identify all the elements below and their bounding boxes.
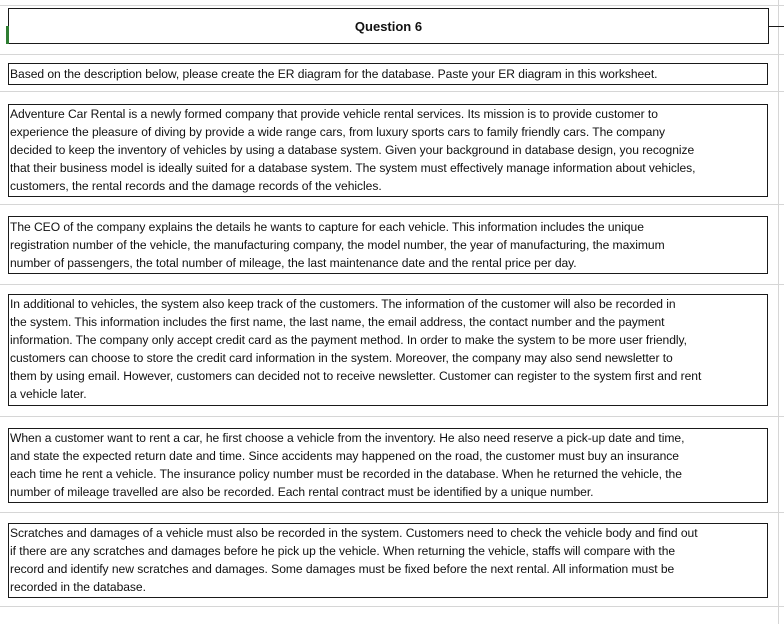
paragraph-text: When a customer want to rent a car, he first choose a vehicle from the inventory. He also need reserve a pick-up date and time, and state the expected return date and time. Since accidents may happened on the road, the customer must buy an insurance each time he rent a vehicle. The insurance policy number must be recorded in the database. When he returned the vehicle, the number of mileage travelled are also be recorded. Each rental contract must be identified by a unique number. [10, 431, 685, 499]
grid-col-line [778, 0, 779, 624]
grid-row-line [0, 416, 784, 417]
paragraph-text: In additional to vehicles, the system also keep track of the customers. The information of the customer will also be recorded in the system. This information includes the first name, the last name, the email address, the contact number and the payment information. The company only accept credit card as the payment method. In order to make the system to be more user friendly, customers can choose to store the credit card information in the system. Moreover, the company may also send newsletter to them by using email. However, customers can decided not to receive newsletter. Customer can register to the system first and rent a vehicle later. [10, 297, 702, 401]
grid-row-line [0, 606, 784, 607]
grid-row-line [0, 284, 784, 285]
question-title: Question 6 [8, 8, 768, 44]
paragraph-text: Adventure Car Rental is a newly formed company that provide vehicle rental services. Its mission is to provide customer to experience the pleasure of diving by provide a wide range cars, from luxury sports cars to family friendly cars. The company decided to keep the inventory of vehicles by using a database system. Given your background in database design, you recognize that their business model is ideally suited for a database system. The system must effectively manage information about vehicles, customers, the rental records and the damage records of the vehicles. [10, 107, 696, 193]
paragraph-text: The CEO of the company explains the details he wants to capture for each vehicle. This information includes the unique registration number of the vehicle, the manufacturing company, the model number, the year of manufacturing, the maximum number of passengers, the total number of mileage, the last maintenance date and the rental price per day. [10, 220, 665, 270]
grid-row-line [0, 54, 784, 55]
cell-border [768, 26, 784, 27]
instruction-text: Based on the description below, please create the ER diagram for the database. Paste your ER diagram in this worksheet. [10, 67, 658, 81]
selection-edge [6, 26, 9, 44]
grid-row-line [0, 91, 784, 92]
paragraph-text: Scratches and damages of a vehicle must also be recorded in the system. Customers need to check the vehicle body and find out if there are any scratches and damages before he pick up the vehicle. When returning the vehicle, staffs will compare with the record and identify new scratches and damages. Some damages must be fixed before the next rental. All information must be recorded in the database. [10, 526, 698, 594]
grid-row-line [0, 204, 784, 205]
grid-row-line [0, 512, 784, 513]
grid-row-line [0, 5, 784, 6]
